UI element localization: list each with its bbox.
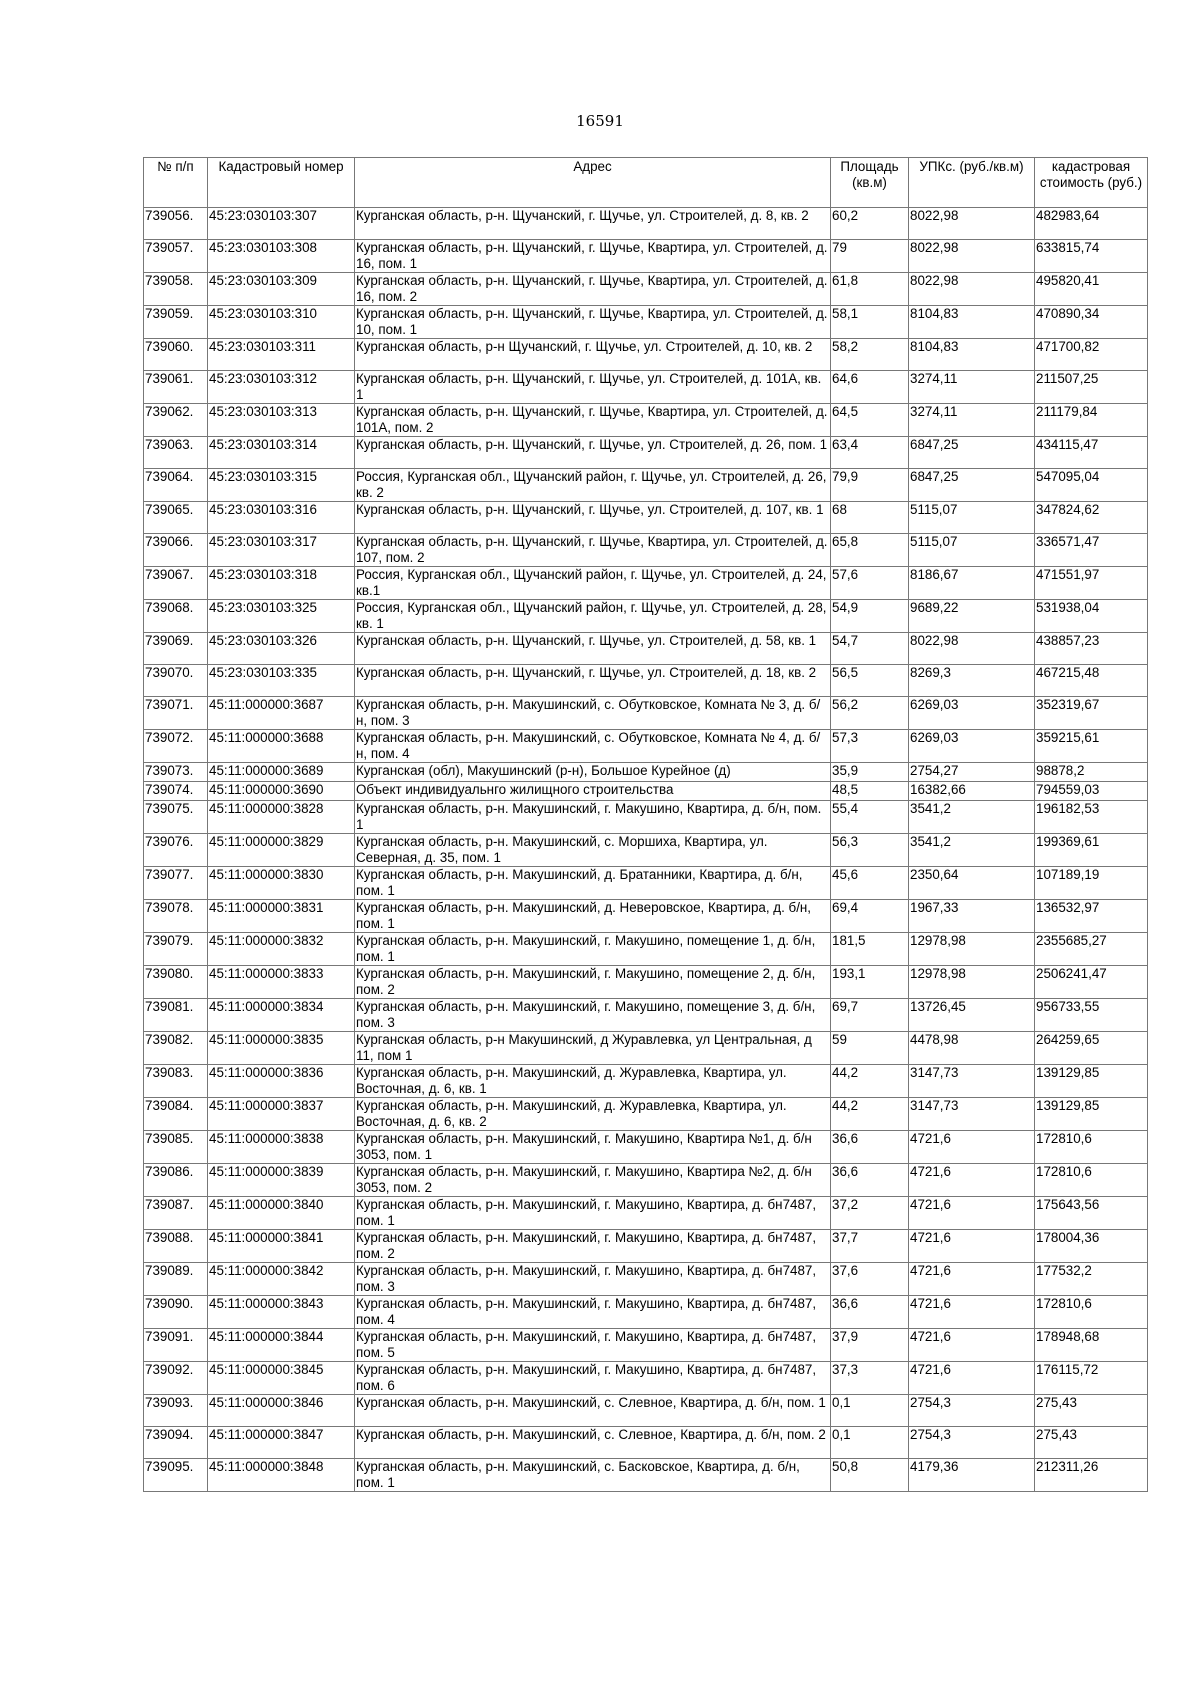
cell-cost: 471700,82 [1035,339,1148,371]
cell-num: 739062. [144,404,208,437]
cell-cadastral: 45:23:030103:315 [208,469,355,502]
cell-cadastral: 45:23:030103:325 [208,600,355,633]
cell-area: 193,1 [831,966,909,999]
cell-upks: 5115,07 [909,502,1035,534]
cell-address: Курганская область, р-н. Макушинский, с. Обутковское, Комната № 4, д. б/н, пом. 4 [355,730,831,763]
cell-cost: 196182,53 [1035,801,1148,834]
cell-cost: 275,43 [1035,1395,1148,1427]
table-row [144,1098,1148,1131]
cell-num: 739092. [144,1362,208,1395]
cell-num: 739084. [144,1098,208,1131]
cell-cost: 531938,04 [1035,600,1148,633]
cell-address: Курганская область, р-н. Макушинский, д. Журавлевка, Квартира, ул. Восточная, д. 6, кв. 2 [355,1098,831,1131]
cell-upks: 4721,6 [909,1329,1035,1362]
cell-area: 69,7 [831,999,909,1032]
table-row [144,371,1148,404]
cell-cost: 470890,34 [1035,306,1148,339]
cell-upks: 9689,22 [909,600,1035,633]
cell-cadastral: 45:23:030103:312 [208,371,355,404]
cell-area: 36,6 [831,1131,909,1164]
header-address: Адрес [355,158,831,208]
cell-cadastral: 45:11:000000:3689 [208,763,355,782]
cell-address: Курганская область, р-н. Макушинский, г. Макушино, Квартира, д. бн7487, пом. 6 [355,1362,831,1395]
cell-cost: 434115,47 [1035,437,1148,469]
cell-address: Курганская область, р-н. Щучанский, г. Щучье, ул. Строителей, д. 18, кв. 2 [355,665,831,697]
cell-upks: 16382,66 [909,782,1035,801]
cell-area: 0,1 [831,1427,909,1459]
cell-cadastral: 45:11:000000:3830 [208,867,355,900]
cell-area: 55,4 [831,801,909,834]
cell-address: Курганская область, р-н. Макушинский, г. Макушино, Квартира, д. бн7487, пом. 4 [355,1296,831,1329]
cell-num: 739090. [144,1296,208,1329]
cell-upks: 8104,83 [909,339,1035,371]
cell-address: Россия, Курганская обл., Щучанский район, г. Щучье, ул. Строителей, д. 28, кв. 1 [355,600,831,633]
cell-cadastral: 45:11:000000:3848 [208,1459,355,1492]
cell-upks: 1967,33 [909,900,1035,933]
cell-num: 739058. [144,273,208,306]
cell-num: 739059. [144,306,208,339]
cell-area: 54,7 [831,633,909,665]
cell-cost: 172810,6 [1035,1164,1148,1197]
cell-cadastral: 45:23:030103:318 [208,567,355,600]
cell-address: Курганская область, р-н Щучанский, г. Щучье, ул. Строителей, д. 10, кв. 2 [355,339,831,371]
cell-upks: 4721,6 [909,1197,1035,1230]
cell-upks: 6847,25 [909,469,1035,502]
cell-cadastral: 45:23:030103:316 [208,502,355,534]
cell-upks: 8022,98 [909,208,1035,240]
cell-num: 739070. [144,665,208,697]
table-row [144,867,1148,900]
table-row [144,966,1148,999]
cell-address: Курганская область, р-н. Щучанский, г. Щучье, Квартира, ул. Строителей, д. 10, пом. 1 [355,306,831,339]
cell-num: 739073. [144,763,208,782]
cell-upks: 4721,6 [909,1362,1035,1395]
table-row [144,1427,1148,1459]
cell-num: 739091. [144,1329,208,1362]
cell-address: Курганская область, р-н. Макушинский, г. Макушино, Квартира №2, д. б/н 3053, пом. 2 [355,1164,831,1197]
cell-address: Курганская область, р-н. Макушинский, г. Макушино, Квартира, д. бн7487, пом. 5 [355,1329,831,1362]
cell-area: 36,6 [831,1296,909,1329]
cell-cadastral: 45:11:000000:3829 [208,834,355,867]
cell-num: 739078. [144,900,208,933]
cell-upks: 8022,98 [909,273,1035,306]
table-row [144,437,1148,469]
cell-cost: 352319,67 [1035,697,1148,730]
cell-cadastral: 45:11:000000:3831 [208,900,355,933]
cell-num: 739086. [144,1164,208,1197]
table-row [144,502,1148,534]
cell-cost: 794559,03 [1035,782,1148,801]
cell-address: Курганская область, р-н. Макушинский, г. Макушино, Квартира, д. бн7487, пом. 3 [355,1263,831,1296]
cell-cost: 139129,85 [1035,1098,1148,1131]
cell-num: 739064. [144,469,208,502]
cell-upks: 3541,2 [909,834,1035,867]
cell-address: Россия, Курганская обл., Щучанский район, г. Щучье, ул. Строителей, д. 24, кв.1 [355,567,831,600]
table-row [144,1065,1148,1098]
cell-address: Курганская область, р-н. Макушинский, д. Журавлевка, Квартира, ул. Восточная, д. 6, кв. 1 [355,1065,831,1098]
cell-area: 37,3 [831,1362,909,1395]
cell-cadastral: 45:11:000000:3834 [208,999,355,1032]
header-cadastral: Кадастровый номер [208,158,355,208]
cell-area: 58,1 [831,306,909,339]
cell-cost: 212311,26 [1035,1459,1148,1492]
cell-num: 739075. [144,801,208,834]
cell-num: 739072. [144,730,208,763]
cell-cost: 211179,84 [1035,404,1148,437]
cell-area: 54,9 [831,600,909,633]
cell-upks: 2754,3 [909,1427,1035,1459]
cell-area: 44,2 [831,1098,909,1131]
cell-upks: 12978,98 [909,966,1035,999]
table-row [144,1395,1148,1427]
cell-address: Курганская область, р-н. Макушинский, г. Макушино, помещение 3, д. б/н, пом. 3 [355,999,831,1032]
table-row [144,240,1148,273]
table-row [144,339,1148,371]
table-row [144,306,1148,339]
cell-num: 739071. [144,697,208,730]
cell-cadastral: 45:11:000000:3690 [208,782,355,801]
table-row [144,273,1148,306]
cell-cadastral: 45:23:030103:309 [208,273,355,306]
cell-area: 56,3 [831,834,909,867]
table-row [144,534,1148,567]
cell-address: Курганская область, р-н. Макушинский, д. Братанники, Квартира, д. б/н, пом. 1 [355,867,831,900]
cell-upks: 3147,73 [909,1065,1035,1098]
cell-num: 739083. [144,1065,208,1098]
table-row [144,1296,1148,1329]
cell-cadastral: 45:11:000000:3843 [208,1296,355,1329]
cell-area: 61,8 [831,273,909,306]
cell-num: 739081. [144,999,208,1032]
cell-cadastral: 45:23:030103:326 [208,633,355,665]
cell-num: 739057. [144,240,208,273]
cell-cadastral: 45:11:000000:3847 [208,1427,355,1459]
cell-upks: 3147,73 [909,1098,1035,1131]
cell-address: Курганская область, р-н. Макушинский, г. Макушино, помещение 1, д. б/н, пом. 1 [355,933,831,966]
cell-upks: 8104,83 [909,306,1035,339]
cell-cost: 347824,62 [1035,502,1148,534]
cell-upks: 12978,98 [909,933,1035,966]
cell-cost: 98878,2 [1035,763,1148,782]
table-row [144,730,1148,763]
cell-cost: 176115,72 [1035,1362,1148,1395]
cell-cadastral: 45:23:030103:307 [208,208,355,240]
cell-cost: 264259,65 [1035,1032,1148,1065]
table-body [144,208,1148,1492]
table-row [144,1459,1148,1492]
cell-area: 60,2 [831,208,909,240]
cell-cost: 139129,85 [1035,1065,1148,1098]
cell-area: 44,2 [831,1065,909,1098]
cell-num: 739077. [144,867,208,900]
header-upks: УПКс. (руб./кв.м) [909,158,1035,208]
cell-cost: 956733,55 [1035,999,1148,1032]
table-row [144,665,1148,697]
table-row [144,1230,1148,1263]
cell-area: 181,5 [831,933,909,966]
cell-cadastral: 45:23:030103:314 [208,437,355,469]
header-cost: кадастровая стоимость (руб.) [1035,158,1148,208]
cell-cadastral: 45:11:000000:3841 [208,1230,355,1263]
cell-cost: 199369,61 [1035,834,1148,867]
cell-num: 739082. [144,1032,208,1065]
table-row [144,763,1148,782]
table-row [144,404,1148,437]
cell-area: 69,4 [831,900,909,933]
table-row [144,1197,1148,1230]
cell-area: 64,6 [831,371,909,404]
cell-cost: 359215,61 [1035,730,1148,763]
table-row [144,834,1148,867]
cell-address: Курганская область, р-н. Макушинский, с. Басковское, Квартира, д. б/н, пом. 1 [355,1459,831,1492]
cell-upks: 4721,6 [909,1131,1035,1164]
table-row [144,1032,1148,1065]
table-row [144,697,1148,730]
cell-upks: 6269,03 [909,697,1035,730]
cell-address: Россия, Курганская обл., Щучанский район, г. Щучье, ул. Строителей, д. 26, кв. 2 [355,469,831,502]
cell-cadastral: 45:11:000000:3840 [208,1197,355,1230]
cell-cadastral: 45:23:030103:335 [208,665,355,697]
cell-cadastral: 45:11:000000:3835 [208,1032,355,1065]
cell-num: 739065. [144,502,208,534]
cell-cadastral: 45:11:000000:3828 [208,801,355,834]
cell-address: Курганская область, р-н. Щучанский, г. Щучье, ул. Строителей, д. 26, пом. 1 [355,437,831,469]
cell-address: Объект индивидуальнго жилищного строительства [355,782,831,801]
cell-cadastral: 45:11:000000:3842 [208,1263,355,1296]
cell-upks: 8022,98 [909,633,1035,665]
cell-num: 739085. [144,1131,208,1164]
cell-address: Курганская область, р-н. Макушинский, г. Макушино, Квартира №1, д. б/н 3053, пом. 1 [355,1131,831,1164]
cell-cadastral: 45:11:000000:3839 [208,1164,355,1197]
cell-cost: 547095,04 [1035,469,1148,502]
cell-upks: 2754,27 [909,763,1035,782]
cell-cadastral: 45:23:030103:310 [208,306,355,339]
cell-upks: 3541,2 [909,801,1035,834]
cell-cost: 2506241,47 [1035,966,1148,999]
cell-address: Курганская область, р-н. Макушинский, с. Слевное, Квартира, д. б/н, пом. 1 [355,1395,831,1427]
cell-area: 45,6 [831,867,909,900]
cell-area: 35,9 [831,763,909,782]
header-area: Площадь (кв.м) [831,158,909,208]
cell-cost: 107189,19 [1035,867,1148,900]
cell-cost: 2355685,27 [1035,933,1148,966]
cell-upks: 2754,3 [909,1395,1035,1427]
cell-num: 739068. [144,600,208,633]
cell-address: Курганская область, р-н. Щучанский, г. Щучье, Квартира, ул. Строителей, д. 101А, пом. 2 [355,404,831,437]
cell-cadastral: 45:11:000000:3845 [208,1362,355,1395]
cadastral-table [143,157,1148,1492]
cell-upks: 4721,6 [909,1296,1035,1329]
cell-cadastral: 45:11:000000:3838 [208,1131,355,1164]
cell-num: 739069. [144,633,208,665]
cell-address: Курганская область, р-н. Щучанский, г. Щучье, ул. Строителей, д. 107, кв. 1 [355,502,831,534]
cell-address: Курганская область, р-н. Макушинский, г. Макушино, Квартира, д. бн7487, пом. 1 [355,1197,831,1230]
cell-upks: 4721,6 [909,1230,1035,1263]
cell-area: 64,5 [831,404,909,437]
cell-address: Курганская область, р-н. Щучанский, г. Щучье, Квартира, ул. Строителей, д. 16, пом. 2 [355,273,831,306]
table-row [144,469,1148,502]
cell-cost: 175643,56 [1035,1197,1148,1230]
cell-num: 739094. [144,1427,208,1459]
cell-cost: 482983,64 [1035,208,1148,240]
cell-address: Курганская область, р-н. Макушинский, г. Макушино, Квартира, д. бн7487, пом. 2 [355,1230,831,1263]
cell-area: 58,2 [831,339,909,371]
cell-cost: 177532,2 [1035,1263,1148,1296]
table-row [144,1131,1148,1164]
cell-area: 37,2 [831,1197,909,1230]
cell-cadastral: 45:23:030103:308 [208,240,355,273]
cell-cost: 495820,41 [1035,273,1148,306]
cell-upks: 6847,25 [909,437,1035,469]
cell-cost: 178948,68 [1035,1329,1148,1362]
cell-area: 0,1 [831,1395,909,1427]
cell-address: Курганская (обл), Макушинский (р-н), Большое Курейное (д) [355,763,831,782]
table-row [144,999,1148,1032]
cell-cadastral: 45:11:000000:3832 [208,933,355,966]
cell-cost: 172810,6 [1035,1131,1148,1164]
table-header-row [144,158,1148,208]
cell-num: 739066. [144,534,208,567]
cell-address: Курганская область, р-н. Макушинский, с. Моршиха, Квартира, ул. Северная, д. 35, пом. 1 [355,834,831,867]
cell-num: 739080. [144,966,208,999]
cell-upks: 4478,98 [909,1032,1035,1065]
cell-upks: 13726,45 [909,999,1035,1032]
cell-num: 739074. [144,782,208,801]
table-row [144,1362,1148,1395]
cell-cadastral: 45:11:000000:3688 [208,730,355,763]
table-row [144,208,1148,240]
cell-upks: 8269,3 [909,665,1035,697]
cell-upks: 3274,11 [909,371,1035,404]
table-row [144,801,1148,834]
cell-cadastral: 45:23:030103:311 [208,339,355,371]
cell-num: 739060. [144,339,208,371]
table-row [144,782,1148,801]
cell-upks: 8186,67 [909,567,1035,600]
cell-area: 68 [831,502,909,534]
cell-area: 63,4 [831,437,909,469]
table-row [144,1263,1148,1296]
cell-area: 79 [831,240,909,273]
table-row [144,567,1148,600]
cell-num: 739061. [144,371,208,404]
cell-cost: 471551,97 [1035,567,1148,600]
cell-upks: 8022,98 [909,240,1035,273]
cell-address: Курганская область, р-н. Щучанский, г. Щучье, ул. Строителей, д. 8, кв. 2 [355,208,831,240]
cell-upks: 4179,36 [909,1459,1035,1492]
table-row [144,1329,1148,1362]
cell-address: Курганская область, р-н. Макушинский, г. Макушино, Квартира, д. б/н, пом. 1 [355,801,831,834]
cell-cost: 136532,97 [1035,900,1148,933]
cell-num: 739093. [144,1395,208,1427]
table-row [144,900,1148,933]
cell-cadastral: 45:11:000000:3836 [208,1065,355,1098]
page-number: 16591 [576,112,624,130]
cell-address: Курганская область, р-н. Щучанский, г. Щучье, ул. Строителей, д. 58, кв. 1 [355,633,831,665]
cell-address: Курганская область, р-н. Щучанский, г. Щучье, Квартира, ул. Строителей, д. 107, пом. 2 [355,534,831,567]
cell-area: 37,6 [831,1263,909,1296]
cell-cost: 172810,6 [1035,1296,1148,1329]
cell-address: Курганская область, р-н Макушинский, д Журавлевка, ул Центральная, д 11, пом 1 [355,1032,831,1065]
cell-address: Курганская область, р-н. Щучанский, г. Щучье, ул. Строителей, д. 101А, кв. 1 [355,371,831,404]
cell-cadastral: 45:23:030103:317 [208,534,355,567]
cell-area: 37,7 [831,1230,909,1263]
cell-cadastral: 45:11:000000:3846 [208,1395,355,1427]
cell-area: 65,8 [831,534,909,567]
cell-num: 739063. [144,437,208,469]
cell-address: Курганская область, р-н. Макушинский, д. Неверовское, Квартира, д. б/н, пом. 1 [355,900,831,933]
cell-area: 56,2 [831,697,909,730]
cell-area: 36,6 [831,1164,909,1197]
cell-cost: 178004,36 [1035,1230,1148,1263]
header-num: № п/п [144,158,208,208]
cell-num: 739087. [144,1197,208,1230]
cell-upks: 5115,07 [909,534,1035,567]
cell-area: 50,8 [831,1459,909,1492]
table-row [144,633,1148,665]
cell-cadastral: 45:11:000000:3687 [208,697,355,730]
cell-cost: 438857,23 [1035,633,1148,665]
cell-address: Курганская область, р-н. Щучанский, г. Щучье, Квартира, ул. Строителей, д. 16, пом. 1 [355,240,831,273]
cell-cadastral: 45:23:030103:313 [208,404,355,437]
cell-cost: 275,43 [1035,1427,1148,1459]
cell-cadastral: 45:11:000000:3844 [208,1329,355,1362]
cell-upks: 3274,11 [909,404,1035,437]
cell-num: 739056. [144,208,208,240]
cell-address: Курганская область, р-н. Макушинский, г. Макушино, помещение 2, д. б/н, пом. 2 [355,966,831,999]
cell-area: 57,3 [831,730,909,763]
cell-cost: 467215,48 [1035,665,1148,697]
table-row [144,933,1148,966]
cell-address: Курганская область, р-н. Макушинский, с. Обутковское, Комната № 3, д. б/н, пом. 3 [355,697,831,730]
cell-cadastral: 45:11:000000:3833 [208,966,355,999]
cell-cost: 336571,47 [1035,534,1148,567]
cell-area: 37,9 [831,1329,909,1362]
cell-cost: 211507,25 [1035,371,1148,404]
table-row [144,1164,1148,1197]
cell-area: 79,9 [831,469,909,502]
cell-upks: 4721,6 [909,1263,1035,1296]
cell-upks: 2350,64 [909,867,1035,900]
table-row [144,600,1148,633]
cell-area: 56,5 [831,665,909,697]
cell-num: 739076. [144,834,208,867]
cell-cost: 633815,74 [1035,240,1148,273]
cell-upks: 6269,03 [909,730,1035,763]
cell-area: 48,5 [831,782,909,801]
cell-num: 739088. [144,1230,208,1263]
cell-num: 739095. [144,1459,208,1492]
cell-num: 739067. [144,567,208,600]
cell-cadastral: 45:11:000000:3837 [208,1098,355,1131]
cell-area: 59 [831,1032,909,1065]
cell-area: 57,6 [831,567,909,600]
cell-address: Курганская область, р-н. Макушинский, с. Слевное, Квартира, д. б/н, пом. 2 [355,1427,831,1459]
cell-num: 739089. [144,1263,208,1296]
cell-num: 739079. [144,933,208,966]
cell-upks: 4721,6 [909,1164,1035,1197]
